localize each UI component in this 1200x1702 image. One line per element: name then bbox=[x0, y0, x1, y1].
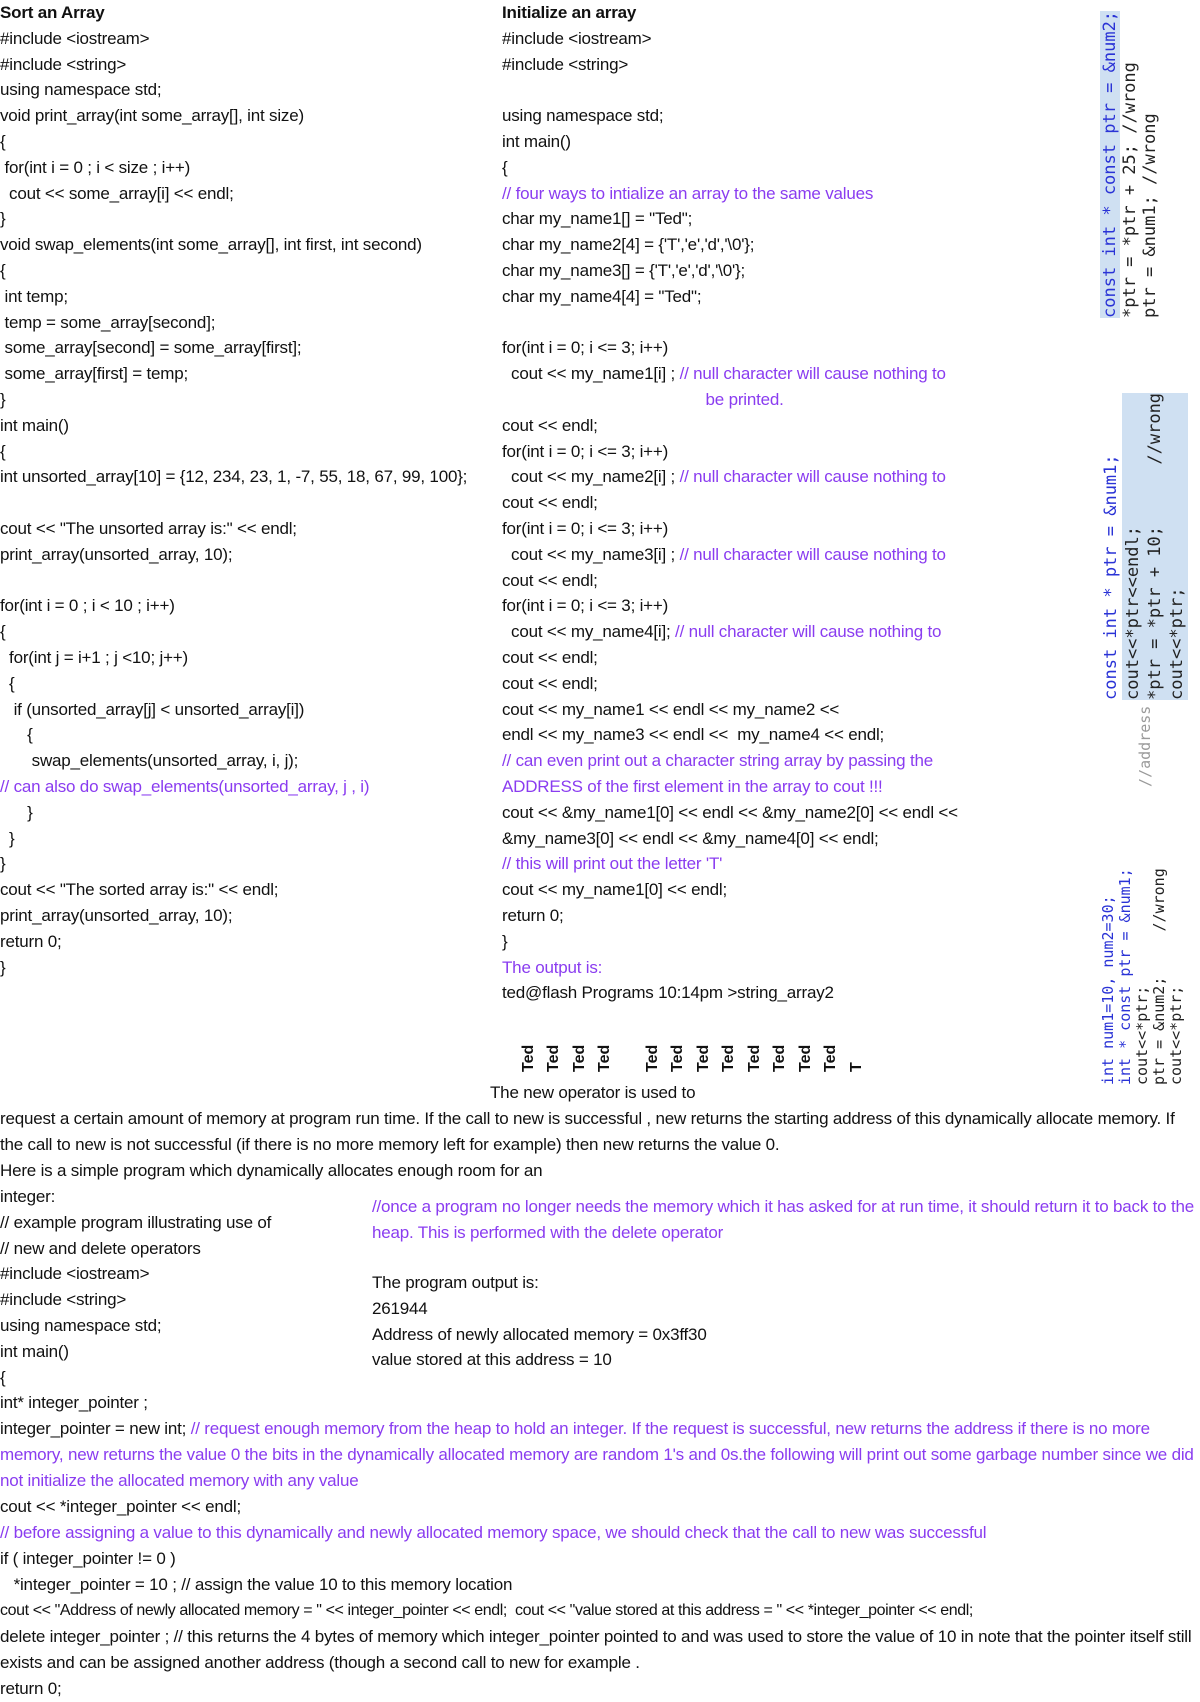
init-code-text: cout << endl; bbox=[502, 570, 598, 590]
init-code-text: { bbox=[502, 157, 508, 177]
sort-code-line: int unsorted_array[10] = {12, 234, 23, 1, -7, 55, 18, 67, 99, 100}; bbox=[0, 467, 468, 487]
sort-code-line: cout << "The unsorted array is:" << endl; bbox=[0, 519, 297, 538]
pointer-to-const-snippet bbox=[1100, 393, 1188, 700]
output-line: Ted bbox=[545, 1044, 562, 1072]
init-code-text: return 0; bbox=[502, 906, 564, 925]
init-code-line bbox=[502, 851, 722, 877]
output-line: Ted bbox=[796, 1044, 814, 1072]
snippet-line: ptr = &num1; //wrong bbox=[1140, 113, 1160, 318]
cout-address-line: cout << "Address of newly allocated memory = " << integer_pointer << endl; cout << "value stored at this address = " << *integer_pointer << endl; bbox=[0, 1602, 973, 1619]
sort-code-line: swap_elements(unsorted_array, i, j); bbox=[0, 751, 299, 771]
init-code-line bbox=[502, 232, 754, 258]
sort-code-line: using namespace std; bbox=[0, 80, 162, 100]
init-code-line bbox=[502, 516, 668, 542]
new-code-line: int main() bbox=[0, 1341, 69, 1361]
new-operator-paragraph: request a certain amount of memory at program run time. If the call to new is successful , new returns the starting address of this dynamically allocate memory. If the call to new is not successful (if there is no more memory left for example) then new returns the value 0. bbox=[0, 1109, 1175, 1154]
new-code-line: integer: bbox=[0, 1187, 56, 1206]
init-code-line bbox=[502, 903, 564, 929]
cout-garbage-line: cout << *integer_pointer << endl; bbox=[0, 1497, 242, 1516]
output-text-line: The program output is: bbox=[372, 1273, 539, 1292]
init-code-line bbox=[502, 206, 692, 232]
init-code-line bbox=[502, 129, 571, 155]
init-code-text: cout << my_name1[i] ; bbox=[502, 364, 680, 384]
new-code-line: // example program illustrating use of bbox=[0, 1212, 272, 1232]
init-code-text: // this will print out the letter 'T' bbox=[502, 854, 723, 874]
init-code-text: cout << endl; bbox=[502, 415, 598, 435]
output-line: Ted bbox=[694, 1044, 712, 1072]
new-code-line: // new and delete operators bbox=[0, 1238, 201, 1258]
snippet-line: int num1=10, num2=30; bbox=[1099, 895, 1117, 1085]
init-code-line bbox=[502, 361, 946, 387]
sort-code-line: some_array[first] = temp; bbox=[0, 364, 189, 384]
output-line: Ted bbox=[822, 1044, 839, 1072]
sort-code-line: { bbox=[0, 673, 15, 693]
alloc-code: integer_pointer = new int; bbox=[0, 1419, 191, 1438]
output-line: Ted bbox=[570, 1044, 588, 1072]
snippet-line: cout<<*ptr; bbox=[1133, 985, 1151, 1085]
init-code-text: char my_name1[] = "Ted"; bbox=[502, 209, 693, 229]
new-code-line: int* integer_pointer ; bbox=[0, 1393, 148, 1413]
sort-code-line: { bbox=[0, 622, 6, 642]
init-code-text: ADDRESS of the first element in the array to cout !!! bbox=[502, 777, 883, 796]
sort-title: Sort an Array bbox=[0, 3, 105, 22]
init-code-line bbox=[502, 258, 745, 284]
init-code-line bbox=[502, 103, 663, 129]
init-code-line bbox=[502, 335, 668, 361]
sort-code-line: return 0; bbox=[0, 931, 62, 951]
init-code-text: int main() bbox=[502, 132, 571, 151]
output-line: T bbox=[847, 1062, 865, 1072]
if-line: if ( integer_pointer != 0 ) bbox=[0, 1549, 176, 1568]
address-comment bbox=[1118, 706, 1154, 805]
snippet-line: const int * const ptr = &num2; bbox=[1100, 10, 1120, 318]
init-code-text: // four ways to intialize an array to the same values bbox=[502, 183, 874, 203]
new-code-line: { bbox=[0, 1367, 6, 1387]
output-line: Ted bbox=[720, 1044, 737, 1072]
init-code-text: Initialize an array bbox=[502, 3, 637, 22]
sort-code-line: print_array(unsorted_array, 10); bbox=[0, 906, 233, 925]
init-code-line bbox=[502, 877, 727, 903]
init-code-text: The output is: bbox=[502, 957, 603, 977]
init-code-text: // can even print out a character string array by passing the bbox=[502, 751, 933, 771]
init-code-text: cout << endl; bbox=[502, 648, 598, 667]
init-code-text: for(int i = 0; i <= 3; i++) bbox=[502, 441, 669, 461]
sort-code-line: } bbox=[0, 957, 6, 977]
snippet-line: cout<<*ptr; bbox=[1166, 393, 1188, 700]
delete-line: delete integer_pointer ; // this returns the 4 bytes of memory which integer_pointer pointed to and was used to store the value of 10 in note that the pointer itself still exists and can be assigned another address (though a second call to new for example . bbox=[0, 1627, 1192, 1672]
init-code-text: cout << endl; bbox=[502, 673, 598, 693]
init-code-line bbox=[502, 980, 834, 1006]
output-line: Ted bbox=[643, 1044, 661, 1072]
output-text-line: value stored at this address = 10 bbox=[372, 1350, 612, 1370]
init-code-line bbox=[502, 542, 946, 568]
init-code-line bbox=[502, 671, 598, 697]
init-code-line bbox=[502, 568, 598, 594]
const-pointer-snippet bbox=[1100, 11, 1160, 318]
snippet-line: *ptr = *ptr + 25; //wrong bbox=[1120, 62, 1140, 318]
init-code-line bbox=[502, 929, 507, 955]
init-code-text: } bbox=[502, 931, 508, 951]
sort-code-line: cout << some_array[i] << endl; bbox=[0, 183, 234, 203]
init-code-line bbox=[502, 26, 651, 52]
output-line: Ted bbox=[596, 1044, 613, 1072]
init-code-line bbox=[502, 413, 598, 439]
new-code-line: #include <iostream> bbox=[0, 1264, 150, 1284]
delete-comment: //once a program no longer needs the memory which it has asked for at run time, it should return it to back to the heap. This is performed with the delete operator bbox=[372, 1197, 1194, 1242]
sort-code-line: { bbox=[0, 261, 6, 280]
init-code-text: ted@flash Programs 10:14pm >string_array2 bbox=[502, 983, 834, 1003]
init-code-text: char my_name4[4] = "Ted"; bbox=[502, 286, 702, 306]
output-line: Ted bbox=[771, 1044, 788, 1072]
output-line: Ted bbox=[669, 1044, 686, 1072]
return-line: return 0; bbox=[0, 1679, 62, 1698]
init-code-line bbox=[502, 439, 668, 465]
init-code-line bbox=[502, 697, 839, 723]
new-operator-heading: The new operator is used to bbox=[490, 1083, 696, 1102]
output-line: Ted bbox=[745, 1044, 763, 1072]
sort-code-line: } bbox=[0, 828, 15, 848]
init-code-line bbox=[502, 722, 884, 748]
check-comment: // before assigning a value to this dynamically and newly allocated memory space, we should check that the call to new was successful bbox=[0, 1523, 987, 1542]
init-code-comment: // null character will cause nothing to bbox=[679, 364, 946, 384]
sort-code-line: } bbox=[0, 390, 6, 409]
init-code-text: be printed. bbox=[502, 390, 784, 409]
sort-code-line: #include <string> bbox=[0, 54, 127, 74]
init-title bbox=[502, 0, 636, 26]
init-code-line bbox=[502, 387, 784, 413]
init-code-line bbox=[502, 284, 701, 310]
address-comment-text: //address bbox=[1136, 705, 1154, 787]
init-code-line bbox=[502, 645, 598, 671]
snippet-line: int * const ptr = &num1; bbox=[1116, 868, 1134, 1085]
init-code-text: cout << my_name1 << endl << my_name2 << bbox=[502, 699, 840, 719]
sort-code-line: void swap_elements(int some_array[], int first, int second) bbox=[0, 235, 422, 255]
init-code-line bbox=[502, 464, 946, 490]
sort-code-line: int temp; bbox=[0, 286, 68, 306]
init-code-text: for(int i = 0; i <= 3; i++) bbox=[502, 596, 669, 616]
sort-code-line: { bbox=[0, 725, 33, 745]
new-code-line: using namespace std; bbox=[0, 1316, 162, 1335]
init-code-line bbox=[502, 826, 879, 852]
sort-code-line: for(int j = i+1 ; j <10; j++) bbox=[0, 648, 188, 667]
init-code-comment: // null character will cause nothing to bbox=[679, 467, 946, 487]
init-code-line bbox=[502, 619, 941, 645]
sort-code-line: void print_array(int some_array[], int size) bbox=[0, 106, 304, 126]
sort-code-line: if (unsorted_array[j] < unsorted_array[i]) bbox=[0, 699, 305, 719]
init-code-text: cout << endl; bbox=[502, 493, 598, 513]
alloc-line bbox=[0, 1416, 1196, 1494]
init-code-line bbox=[502, 593, 668, 619]
init-code-text: cout << my_name3[i] ; bbox=[502, 544, 680, 564]
snippet-line: const int * ptr = &num1; bbox=[1101, 454, 1121, 700]
init-code-text: cout << my_name1[0] << endl; bbox=[502, 880, 727, 900]
init-code-comment: // null character will cause nothing to bbox=[675, 622, 942, 642]
const-pointer-int-snippet bbox=[1100, 868, 1185, 1085]
init-code-line bbox=[502, 181, 873, 207]
init-code-text: #include <string> bbox=[502, 54, 629, 74]
init-code-text: using namespace std; bbox=[502, 106, 664, 126]
init-code-line bbox=[502, 800, 958, 826]
init-code-text: cout << my_name4[i]; bbox=[502, 622, 676, 642]
sort-code-line: { bbox=[0, 132, 6, 151]
sort-code-line: cout << "The sorted array is:" << endl; bbox=[0, 880, 279, 900]
snippet-line: cout<<*ptr; bbox=[1167, 985, 1185, 1085]
snippet-line: cout<<*ptr<<endl; bbox=[1122, 393, 1144, 700]
init-code-text: cout << my_name2[i] ; bbox=[502, 467, 680, 487]
new-code-line: #include <string> bbox=[0, 1290, 127, 1310]
init-code-text: endl << my_name3 << endl << my_name4 << endl; bbox=[502, 725, 885, 745]
init-code-line bbox=[502, 774, 883, 800]
output-text-line: Address of newly allocated memory = 0x3ff30 bbox=[372, 1324, 707, 1344]
snippet-line: ptr = &num2; //wrong bbox=[1150, 868, 1168, 1085]
sort-code-line: int main() bbox=[0, 415, 69, 435]
init-code-text: char my_name2[4] = {'T','e','d','\0'}; bbox=[502, 235, 755, 255]
sort-code-line: // can also do swap_elements(unsorted_array, j , i) bbox=[0, 777, 370, 796]
init-code-line bbox=[502, 490, 598, 516]
init-code-comment: // null character will cause nothing to bbox=[679, 544, 946, 564]
init-code-line bbox=[502, 748, 933, 774]
new-operator-intro: Here is a simple program which dynamically allocates enough room for an bbox=[0, 1161, 543, 1180]
sort-code-line: for(int i = 0 ; i < 10 ; i++) bbox=[0, 596, 175, 616]
sort-code-line: #include <iostream> bbox=[0, 28, 150, 48]
init-code-text: char my_name3[] = {'T','e','d','\0'}; bbox=[502, 261, 745, 280]
init-code-text: cout << &my_name1[0] << endl << &my_name2[0] << endl << bbox=[502, 802, 958, 822]
assign-line: *integer_pointer = 10 ; // assign the value 10 to this memory location bbox=[0, 1575, 513, 1594]
init-code-line bbox=[502, 955, 602, 981]
init-code-text: for(int i = 0; i <= 3; i++) bbox=[502, 519, 669, 538]
sort-code-line: } bbox=[0, 209, 6, 229]
init-code-line bbox=[502, 52, 628, 78]
init-code-text: for(int i = 0; i <= 3; i++) bbox=[502, 338, 669, 358]
init-code-text: #include <iostream> bbox=[502, 28, 652, 48]
output-line: Ted bbox=[519, 1044, 537, 1072]
sort-code-line: temp = some_array[second]; bbox=[0, 312, 216, 332]
sort-code-line: print_array(unsorted_array, 10); bbox=[0, 544, 233, 564]
init-code-line bbox=[502, 155, 507, 181]
snippet-line: *ptr = *ptr + 10; //wrong bbox=[1145, 392, 1165, 700]
sort-code-line: for(int i = 0 ; i < size ; i++) bbox=[0, 157, 191, 177]
init-code-text: &my_name3[0] << endl << &my_name4[0] << endl; bbox=[502, 828, 879, 848]
sort-code-line: some_array[second] = some_array[first]; bbox=[0, 338, 302, 358]
sort-code-line: } bbox=[0, 854, 6, 874]
sort-code-line: { bbox=[0, 441, 6, 461]
sort-code-line: } bbox=[0, 802, 33, 822]
alloc-comment: // request enough memory from the heap to hold an integer. If the request is successful, new returns the address if there is no more memory, new returns the value 0 the bits in the dynamically allocated memory are random 1's and 0s.the following will print out some garbage number since we did not initialize the allocated memory with any value bbox=[0, 1419, 1194, 1490]
output-text-line: 261944 bbox=[372, 1298, 428, 1318]
